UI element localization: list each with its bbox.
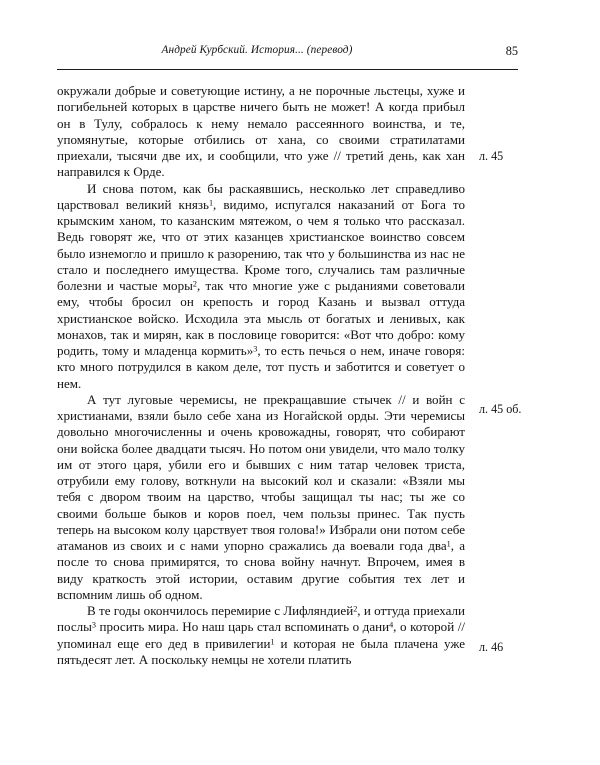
text-run: и которая не была плачена уже пятьдесят лет. А поскольку немцы не хотели платить — [57, 635, 465, 667]
footnote-marker[interactable]: 4 — [389, 620, 394, 630]
text-run: , то есть печься о нем, иначе говоря: кто много потрудился в каком деле, тот пусть и заботится и советует о нем. — [57, 343, 466, 391]
footnote-marker[interactable]: 2 — [353, 604, 358, 614]
running-head-title: Андрей Курбский. История... (перевод) — [161, 44, 353, 56]
running-head — [57, 44, 518, 64]
footnote-marker[interactable]: 1 — [446, 539, 451, 549]
text-run: , о которой // упоминал еще его дед в привилегии — [57, 619, 465, 651]
text-run: В те годы окончилось перемирие с Лифляндией — [87, 603, 354, 618]
paragraph — [57, 392, 465, 603]
paragraph — [57, 603, 465, 668]
text-run: окружали добрые и советующие истину, а не порочные льстецы, хуже и погибельней которых в царстве ничего быть не может! А когда прибыл он в Тулу, собралось к нему немало рассеянного воинства, и те, упомянутые, которые отбились от хана, со своими стратилатами приехали, тысячи две их, и сообщили, что уже // третий день, как хан направился к Орде. — [57, 83, 465, 180]
margin-note-folio-45-verso: л. 45 об. — [479, 402, 522, 416]
text-run: просить мира. Но наш царь стал вспоминать о дани — [96, 619, 390, 635]
paragraph — [57, 83, 465, 181]
footnote-marker[interactable]: 3 — [253, 344, 258, 354]
text-run: , а после то снова примирятся, то снова войну начнут. Впрочем, имея в виду краткость этой истории, оставим другие события тех лет и вспомним лишь об одном. — [57, 538, 465, 602]
footnote-marker[interactable]: 2 — [192, 279, 197, 289]
footnote-marker[interactable]: 1 — [270, 637, 275, 647]
body-text-column — [57, 83, 465, 668]
page-number: 85 — [505, 44, 518, 58]
text-run: , видимо, испугался наказаний от Бога то крымским ханом, то казанским мятежом, о чем я только что рассказал. Ведь говорят же, что от этих казанцев христианское воинство совсем было изнемогло и пришло к разорению, так что у большинства из нас не стало и последнего имущества. Кроме того, случались там различные болезни и частые моры — [57, 196, 465, 293]
header-divider-rule — [57, 69, 518, 70]
margin-note-folio-45: л. 45 — [479, 149, 504, 163]
margin-note-folio-46: л. 46 — [479, 640, 504, 654]
text-run: , так что многие уже с рыданиями советовали ему, чтобы бросил он крепость и город Казань и вызвал оттуда христианское войско. Исходила эта мысль от богатых и ленивых, как монахов, так и мирян, как в пословице говорится: «Вот что добро: кому родить, тому и младенца кормить» — [57, 278, 465, 358]
text-run: А тут луговые черемисы, не прекращавшие стычек // и войн с христианами, взяли было себе хана из Ногайской орды. Эти черемисы довольно многочисленны и очень кровожадны, говорят, что собирают они войска более двадцати тысяч. Но потом они увидели, что мало толку им от этого царя, убили его и бывших с ним татар человек триста, отрубили ему голову, воткнули на высокий кол и сказали: «Взяли мы тебя с двором твоим на царство, чтобы защищал ты нас; ты же со своими больше быков и коров поел, чем пользы принес. Так пусть теперь на высоком колу царствует твоя голова!» Избрали они потом себе атаманов из своих и с нами упорно сражались да воевали года два — [57, 391, 465, 553]
text-run: И снова потом, как бы раскаявшись, несколько лет справедливо царствовал великий князь — [57, 180, 465, 212]
text-run: , и оттуда приехали послы — [57, 603, 465, 635]
footnote-marker[interactable]: 3 — [91, 620, 96, 630]
footnote-marker[interactable]: 1 — [208, 198, 214, 208]
paragraph — [57, 181, 465, 392]
